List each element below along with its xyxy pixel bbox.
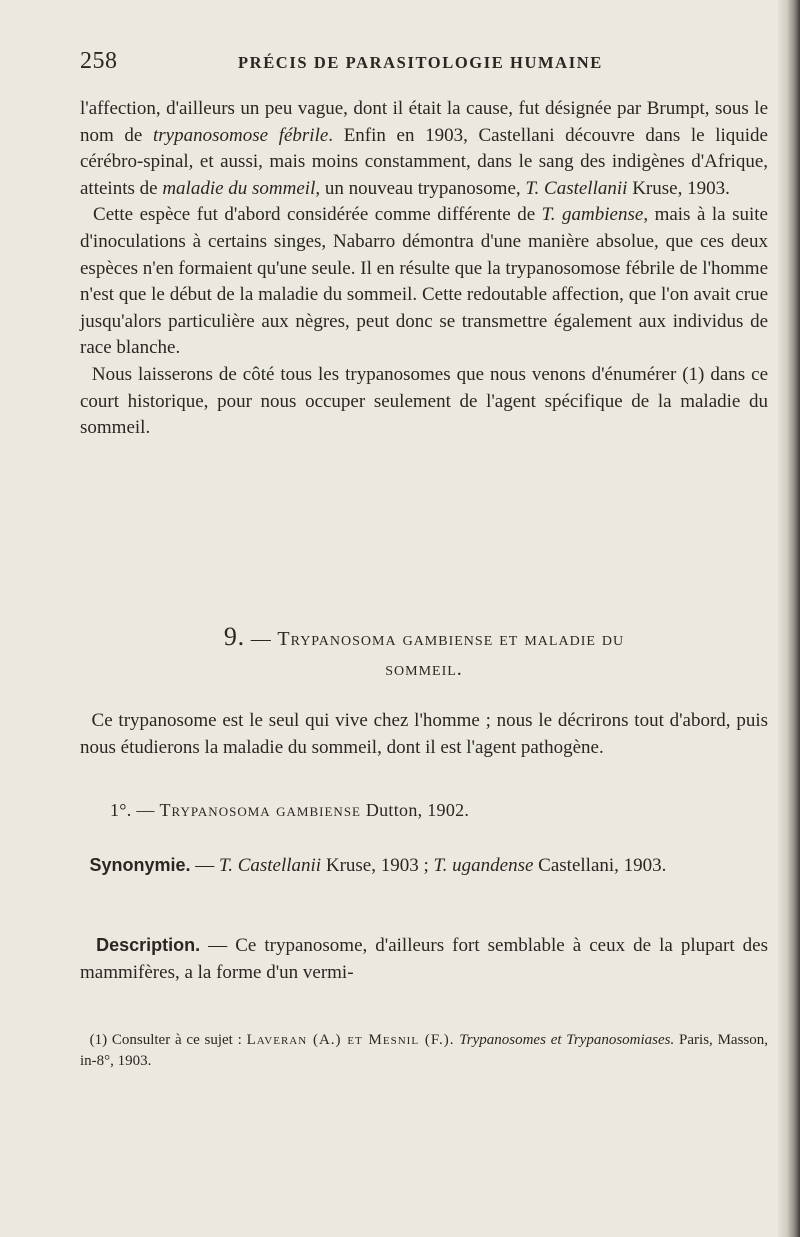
section-dash: — bbox=[250, 628, 272, 650]
footnote-authors: Laveran (A.) et Mesnil (F.). bbox=[246, 1032, 455, 1048]
subsection-heading bbox=[110, 800, 750, 821]
description-paragraph bbox=[80, 932, 768, 986]
text-run: Paris, Masson, in-8°, 1903. bbox=[80, 1032, 768, 1069]
subsection-author: Dutton, 1902. bbox=[365, 800, 470, 820]
text-run: , un nouveau trypanosome, bbox=[315, 177, 526, 199]
italic-term: T. ugandense bbox=[433, 855, 534, 876]
page-edge-shadow bbox=[778, 0, 800, 1237]
text-run: , mais à la suite d'inoculations à certains singes, Nabarro démontra d'une manière absolue, que ces deux espèces n'en formaient qu'une seule. Il en résulte que la trypanosomose fébrile de l'homme n'est que le début de la maladie du sommeil. Cette redoutable affection, que l'on avait crue jusqu'alors particulière aux nègres, peut donc se transmettre également aux individus de race blanche. bbox=[80, 204, 768, 359]
text-run: Kruse, 1903 ; bbox=[321, 855, 434, 876]
section-paragraph bbox=[80, 708, 768, 761]
italic-term: maladie du sommeil bbox=[162, 177, 316, 199]
synonymie-paragraph bbox=[80, 852, 768, 880]
italic-term: T. Castellanii bbox=[525, 177, 628, 199]
subsection-number: 1°. bbox=[110, 800, 132, 820]
section-heading bbox=[80, 622, 768, 684]
text-run: . Enfin en 1903, Castellani découvre dans le liquide cérébro-spinal, et aussi, mais moins constamment, dans le sang des indigènes d'Afrique, atteints de bbox=[80, 124, 768, 199]
running-head: PRÉCIS DE PARASITOLOGIE HUMAINE bbox=[238, 53, 603, 72]
page-number: 258 bbox=[80, 48, 118, 74]
italic-term: trypanosomose fébrile bbox=[153, 124, 329, 146]
footnote bbox=[80, 1030, 768, 1072]
text-run: — bbox=[190, 855, 220, 876]
paragraph-1 bbox=[80, 96, 768, 202]
text-run: Castellani, 1903. bbox=[533, 855, 667, 876]
subsection-dash: — bbox=[136, 800, 155, 820]
italic-term: T. gambiense bbox=[541, 204, 644, 226]
text-run: l'affection, d'ailleurs un peu vague, dont il était la cause, fut désignée par Brumpt, sous le nom de bbox=[80, 98, 768, 146]
text-run: Consulter à ce sujet : bbox=[107, 1032, 247, 1048]
text-run: Ce trypanosome est le seul qui vive chez l'homme ; nous le décrirons tout d'abord, puis nous étudierons la maladie du sommeil, dont il est l'agent pathogène. bbox=[80, 710, 769, 758]
paragraph-2 bbox=[80, 202, 768, 362]
page-header bbox=[80, 48, 770, 78]
intro-text bbox=[80, 96, 768, 442]
footnote-title: Trypanosomes et Trypanosomiases. bbox=[454, 1032, 675, 1048]
text-run: Nous laisserons de côté tous les trypanosomes que nous venons d'énumérer (1) dans ce court historique, pour nous occuper seulement de l'agent spécifique de la maladie du sommeil. bbox=[80, 363, 768, 439]
section-title-line-1: Trypanosoma gambiense et maladie du bbox=[277, 628, 625, 650]
subsection-title: Trypanosoma gambiense bbox=[159, 800, 361, 820]
footnote-marker: (1) bbox=[89, 1032, 108, 1048]
text-run: — Ce trypanosome, d'ailleurs fort semblable à ceux de la plupart des mammifères, a la forme d'un vermi- bbox=[80, 935, 769, 983]
text-run: Cette espèce fut d'abord considérée comme différente de bbox=[93, 204, 542, 226]
section-number: 9. bbox=[223, 622, 245, 651]
text-run: Kruse, 1903. bbox=[627, 177, 730, 199]
synonymie-label: Synonymie. bbox=[89, 855, 191, 875]
description-label: Description. bbox=[96, 935, 201, 955]
italic-term: T. Castellanii bbox=[219, 855, 322, 876]
paragraph-3 bbox=[80, 362, 768, 442]
section-title-line-2: sommeil. bbox=[385, 658, 463, 680]
